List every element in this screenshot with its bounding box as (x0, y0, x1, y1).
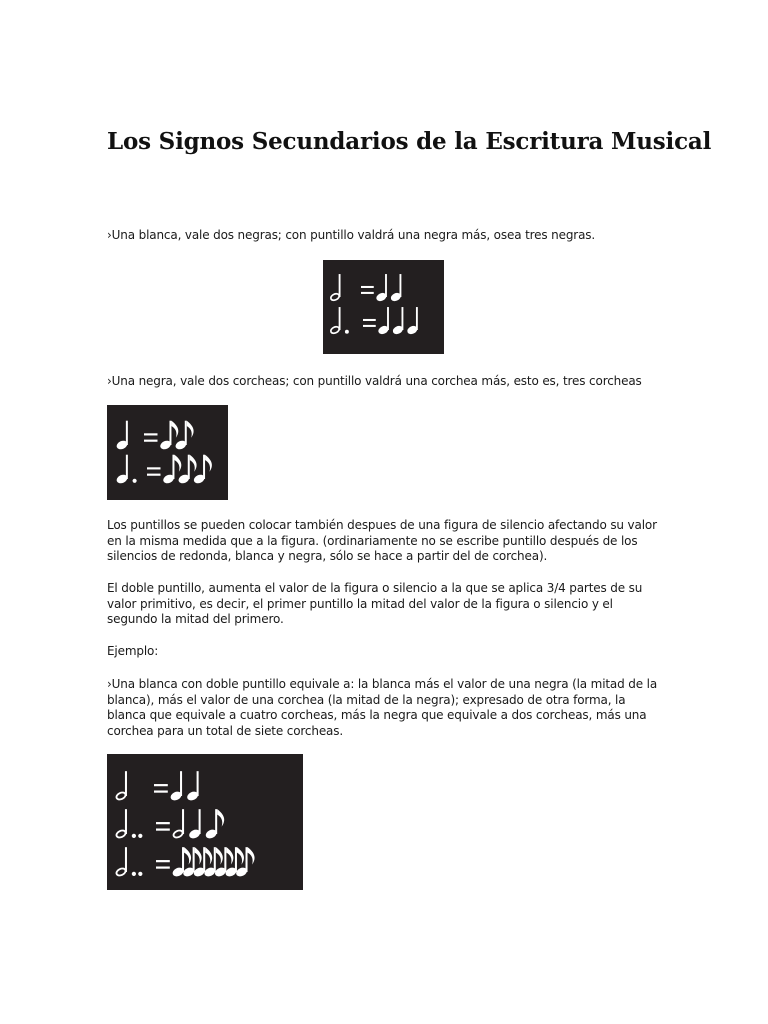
equals-sign-icon (144, 433, 158, 441)
eighth-note-icon (162, 455, 181, 485)
quarter-note-icon (406, 307, 419, 336)
half-note-icon (115, 771, 127, 801)
equals-sign-icon (363, 319, 376, 327)
paragraph-blanca: ›Una blanca, vale dos negras; con puntillo valdrá una negra más, osea tres negras. (107, 228, 596, 242)
equals-sign-icon (361, 286, 374, 294)
music-notation-figure (107, 754, 303, 890)
paragraph-silencios: Los puntillos se pueden colocar también despues de una figura de silencio afectando su valor en la misma medida que a la figura. (ordinariamente no se escribe puntillo después de los silencios de redonda, blanca y negra, sólo se hace a partir del de corchea). (107, 518, 657, 563)
quarter-note-icon (169, 771, 183, 802)
quarter-note-icon (115, 421, 128, 451)
half-note-icon (330, 274, 341, 301)
half-note-icon (115, 809, 127, 839)
quarter-note-icon (375, 274, 388, 303)
figure-doble-puntillo (107, 754, 303, 890)
paragraph-ejemplo: Ejemplo: (107, 644, 159, 658)
eighth-note-icon (192, 455, 211, 485)
quarter-note-icon (115, 455, 128, 485)
paragraph-example-detail: ›Una blanca con doble puntillo equivale a: la blanca más el valor de una negra (la mitad de la blanca), más el valor de una corchea (la mitad de la negra); expresado de otra forma, la blanca que equivale a cuatro corcheas, más la negra que equivale a dos corcheas, más una corchea para un total de siete corcheas. (107, 677, 658, 738)
figure-blanca-equivalence (323, 260, 444, 354)
eighth-note-icon (204, 809, 224, 840)
eighth-note-icon (177, 455, 196, 485)
eighth-note-icon (159, 421, 178, 451)
equals-sign-icon (156, 860, 170, 869)
half-note-icon (115, 847, 127, 877)
paragraph-negra: ›Una negra, vale dos corcheas; con puntillo valdrá una corchea más, esto es, tres corcheas (107, 374, 642, 388)
quarter-note-icon (389, 274, 402, 303)
equals-sign-icon (147, 467, 161, 475)
page-title: Los Signos Secundarios de la Escritura Musical (107, 128, 712, 155)
equals-sign-icon (154, 784, 168, 793)
music-notation-figure (107, 405, 228, 500)
quarter-note-icon (186, 771, 200, 802)
music-notation-figure (323, 260, 444, 354)
augmentation-dot-icon (138, 872, 142, 876)
quarter-note-icon (391, 307, 404, 336)
quarter-note-icon (377, 307, 390, 336)
eighth-note-icon (174, 421, 193, 451)
figure-negra-equivalence (107, 405, 228, 500)
augmentation-dot-icon (345, 330, 349, 334)
paragraph-doble-puntillo: El doble puntillo, aumenta el valor de la figura o silencio a la que se aplica 3/4 partes de su valor primitivo, es decir, el primer puntillo la mitad del valor de la figura o silencio y el segundo la mitad del primero. (107, 581, 643, 626)
augmentation-dot-icon (132, 872, 136, 876)
half-note-icon (330, 307, 341, 334)
augmentation-dot-icon (138, 834, 142, 838)
quarter-note-icon (188, 809, 202, 840)
augmentation-dot-icon (132, 834, 136, 838)
half-note-icon (172, 809, 184, 839)
augmentation-dot-icon (133, 479, 137, 483)
equals-sign-icon (156, 822, 170, 831)
